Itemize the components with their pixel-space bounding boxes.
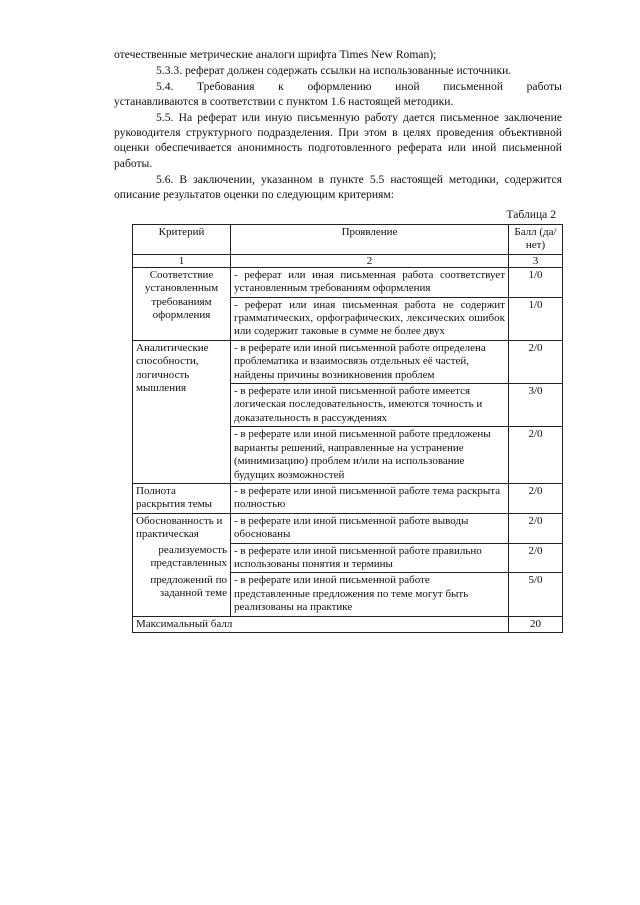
score-cell: 2/0 — [509, 513, 563, 543]
p54-word: оформлению — [307, 80, 372, 93]
table-row — [133, 340, 563, 383]
table-row — [133, 513, 563, 543]
column-number: 1 — [133, 254, 231, 267]
manifestation-cell: - реферат или иная письменная работа не содержит грамматических, орфографических, лексических ошибок или содержит таковые в сумме не более двух — [231, 297, 509, 340]
criterion-cell: Соответствие установленным требованиям оформления — [133, 267, 231, 340]
column-number-row — [133, 254, 563, 267]
text-line-fonts: отечественные метрические аналоги шрифта Times New Roman); — [114, 48, 437, 61]
p54-word: работы — [526, 80, 562, 93]
criterion-cell: Аналитические способности, логичность мышления — [133, 340, 231, 483]
p54-word: иной — [395, 80, 420, 93]
table-caption: Таблица 2 — [506, 208, 556, 221]
column-number: 3 — [509, 254, 563, 267]
score-cell: 2/0 — [509, 483, 563, 513]
p54-word: 5.4. — [156, 80, 174, 93]
criteria-table — [132, 224, 563, 633]
header-manifestation: Проявление — [231, 225, 509, 255]
score-cell: 2/0 — [509, 340, 563, 383]
manifestation-cell: - в реферате или иной письменной работе представленные предложения по теме могут быть реализованы на практике — [231, 573, 509, 616]
score-cell: 2/0 — [509, 427, 563, 484]
paragraph-5-4-line2: устанавливаются в соответствии с пунктом 1.6 настоящей методики. — [114, 95, 454, 108]
score-cell: 1/0 — [509, 267, 563, 297]
p54-word: к — [278, 80, 284, 93]
score-cell: 3/0 — [509, 384, 563, 427]
total-label: Максимальный балл — [133, 616, 509, 632]
paragraph-5-6: 5.6. В заключении, указанном в пункте 5.5 настоящей методики, содержится описание результатов оценки по следующим критериям: — [114, 173, 562, 202]
manifestation-cell: - в реферате или иной письменной работе тема раскрыта полностью — [231, 483, 509, 513]
manifestation-cell: - в реферате или иной письменной работе предложены варианты решений, направленные на устранение (минимизацию) проблем и/или на использование будущих возможностей — [231, 427, 509, 484]
score-cell: 1/0 — [509, 297, 563, 340]
table-total-row — [133, 616, 563, 632]
manifestation-cell: - в реферате или иной письменной работе выводы обоснованы — [231, 513, 509, 543]
table-row — [133, 267, 563, 297]
header-score: Балл (да/нет) — [509, 225, 563, 255]
manifestation-cell: - реферат или иная письменная работа соответствует установленным требованиям оформления — [231, 267, 509, 297]
total-value: 20 — [509, 616, 563, 632]
score-cell: 2/0 — [509, 543, 563, 573]
criterion-cell: реализуемость представленных — [133, 543, 231, 573]
table-header-row — [133, 225, 563, 255]
header-criterion: Критерий — [133, 225, 231, 255]
manifestation-cell: - в реферате или иной письменной работе имеется логическая последовательность, имеются точность и доказательность в рассуждениях — [231, 384, 509, 427]
p54-word: Требования — [197, 80, 255, 93]
p54-word: письменной — [443, 80, 503, 93]
column-number: 2 — [231, 254, 509, 267]
criterion-cell: предложений по заданной теме — [133, 573, 231, 616]
paragraph-5-5: 5.5. На реферат или иную письменную работу дается письменное заключение руководителя структурного подразделения. При этом в целях проведения объективной оценки обеспечивается анонимность подготовленного реферата или иной письменной работы. — [114, 111, 562, 170]
manifestation-cell: - в реферате или иной письменной работе определена проблематика и взаимосвязь отдельных её частей, найдены причины возникновения проблем — [231, 340, 509, 383]
table-row — [133, 483, 563, 513]
paragraph-5-4-line1 — [156, 79, 562, 94]
score-cell: 5/0 — [509, 573, 563, 616]
criterion-cell: Обоснованность и практическая — [133, 513, 231, 543]
criterion-cell: Полнота раскрытия темы — [133, 483, 231, 513]
manifestation-cell: - в реферате или иной письменной работе правильно использованы понятия и термины — [231, 543, 509, 573]
table-row — [133, 543, 563, 573]
paragraph-5-3-3: 5.3.3. реферат должен содержать ссылки на использованные источники. — [156, 64, 512, 77]
table-row — [133, 573, 563, 616]
